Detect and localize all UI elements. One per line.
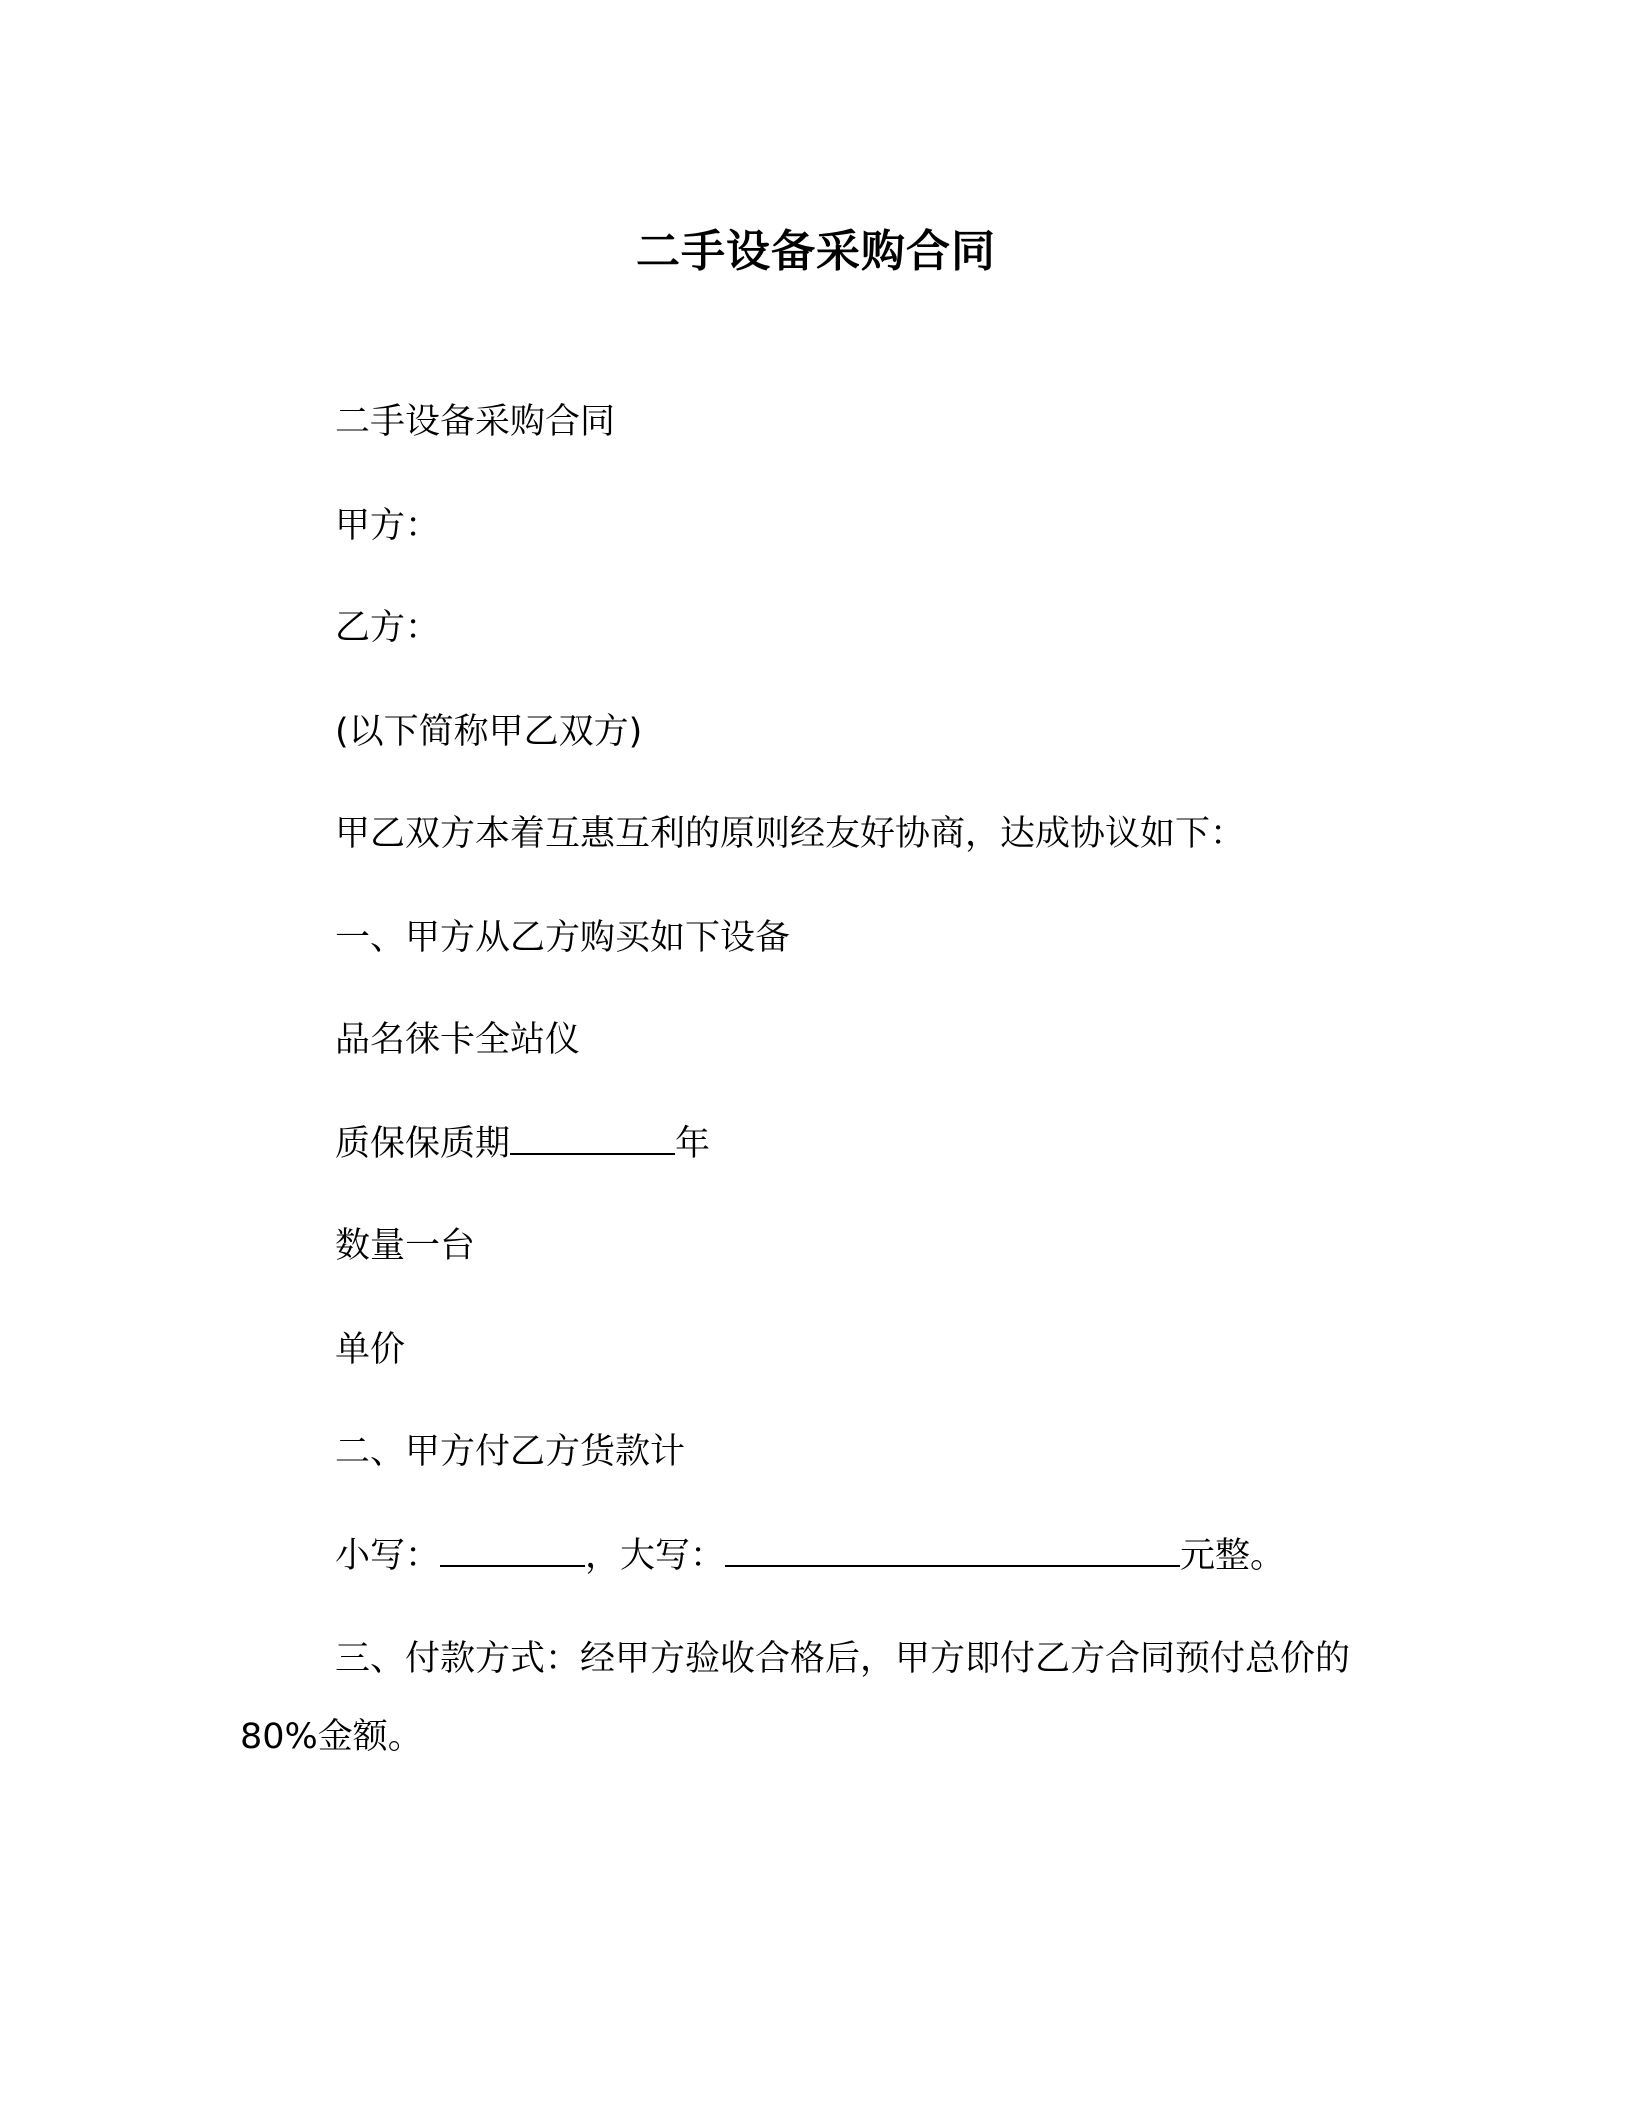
party-b-line: 乙方： <box>335 608 441 648</box>
amount-upper-label: ，大写： <box>585 1536 726 1576</box>
warranty-years-blank[interactable] <box>510 1123 675 1155</box>
unit-price-line: 单价 <box>335 1330 406 1370</box>
document-title: 二手设备采购合同 <box>636 226 996 277</box>
abbreviation-line: (以下简称甲乙双方) <box>335 712 643 752</box>
amount-lower-blank[interactable] <box>440 1535 585 1567</box>
amount-line <box>335 1532 1285 1580</box>
clause-2-heading: 二、甲方付乙方货款计 <box>335 1432 686 1472</box>
warranty-line <box>335 1120 710 1168</box>
subtitle-paragraph: 二手设备采购合同 <box>335 402 616 442</box>
quantity-line: 数量一台 <box>335 1226 476 1266</box>
party-a-line: 甲方： <box>335 506 441 546</box>
clause-3-paragraph: 三、付款方式：经甲方验收合格后，甲方即付乙方合同预付总价的 80%金额。 <box>240 1639 1351 1757</box>
amount-upper-blank[interactable] <box>725 1535 1180 1567</box>
clause-1-heading: 一、甲方从乙方购买如下设备 <box>335 918 791 958</box>
amount-lower-label: 小写： <box>335 1536 441 1576</box>
intro-paragraph: 甲乙双方本着互惠互利的原则经友好协商，达成协议如下： <box>335 814 1246 854</box>
warranty-unit: 年 <box>675 1124 711 1164</box>
product-name-line: 品名徕卡全站仪 <box>335 1020 581 1060</box>
amount-suffix: 元整。 <box>1180 1536 1286 1576</box>
warranty-label: 质保保质期 <box>335 1124 511 1164</box>
